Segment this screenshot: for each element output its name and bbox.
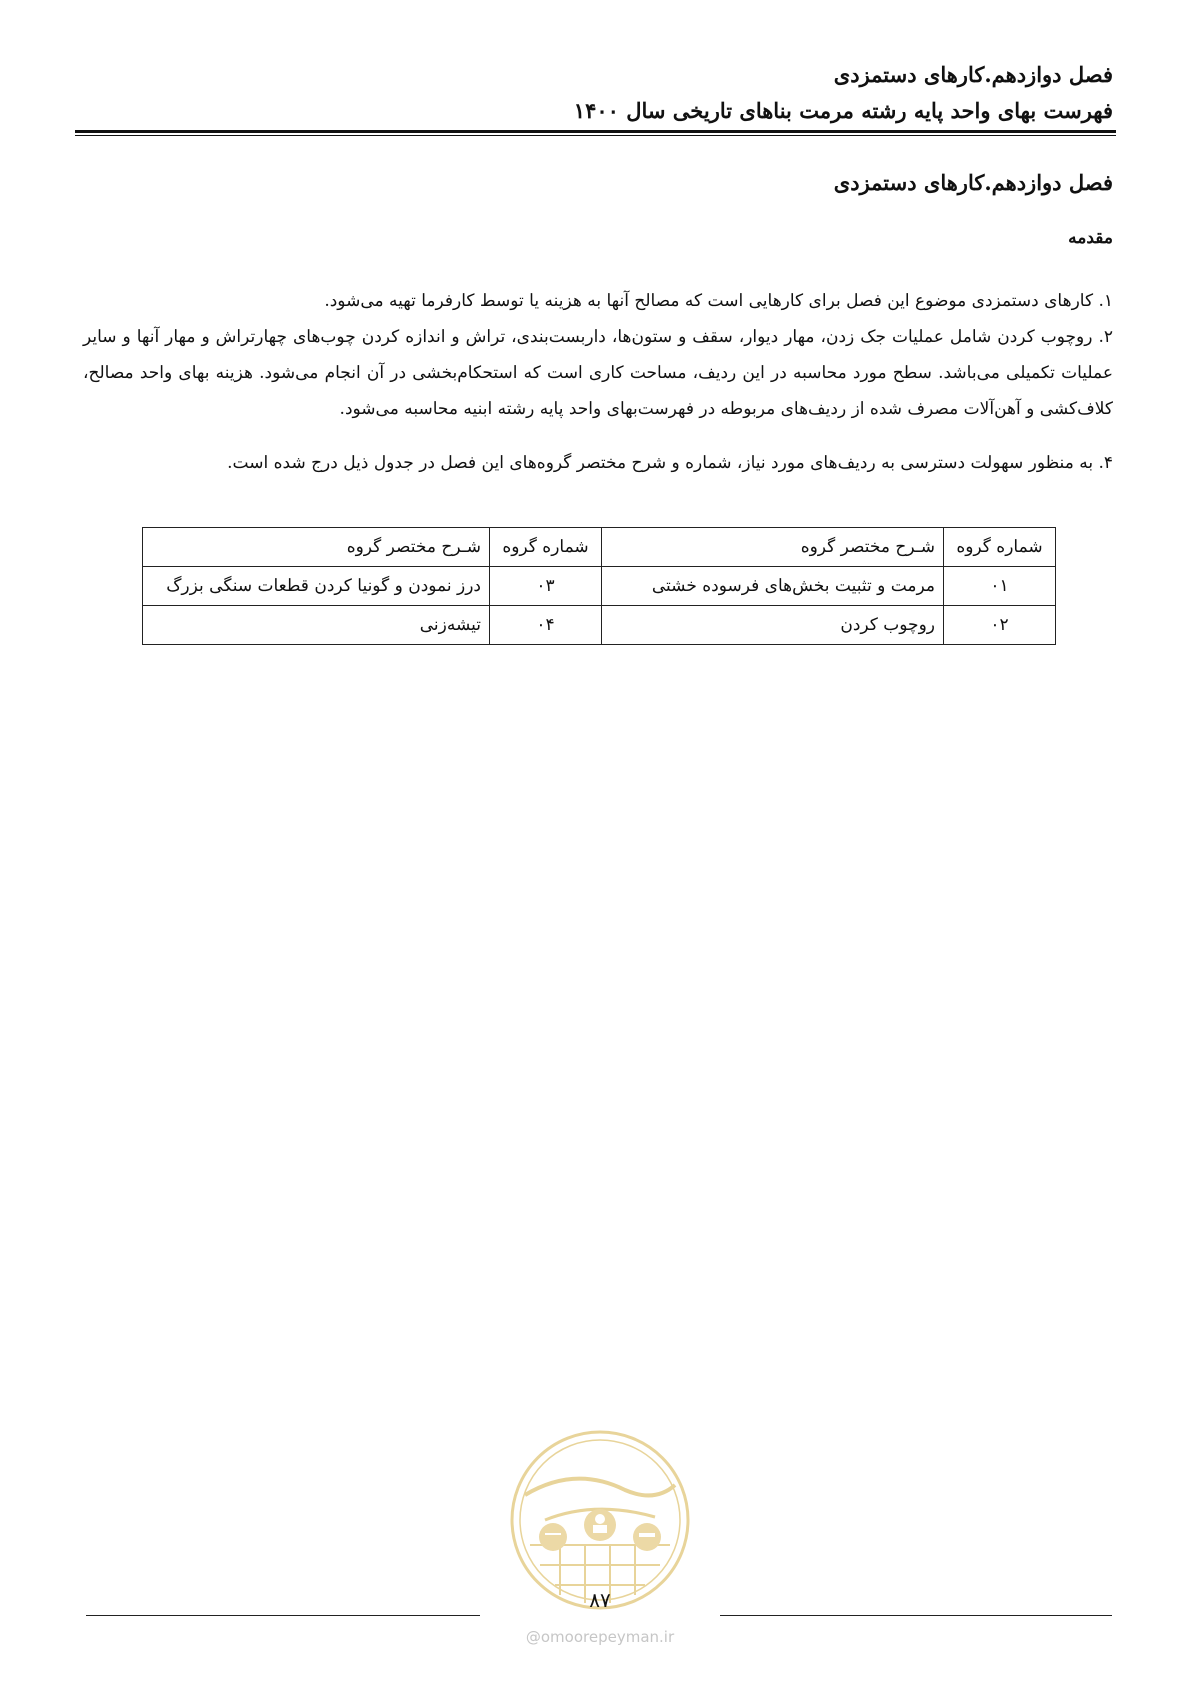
group-description: تیشه‌زنی <box>143 606 490 645</box>
header-group-description: شـرح مختصر گروه <box>602 528 944 567</box>
header-rule-thick <box>75 130 1116 133</box>
running-header-title: فهرست بهای واحد پایه رشته مرمت بناهای تاریخی سال ۱۴۰۰ <box>573 98 1113 123</box>
footer-rule-left <box>86 1615 480 1616</box>
group-description: درز نمودن و گونیا کردن قطعات سنگی بزرگ <box>143 567 490 606</box>
header-group-number: شماره گروه <box>944 528 1056 567</box>
page-number: ۸۷ <box>589 1588 611 1612</box>
paragraph-4: ۴. به منظور سهولت دسترسی به ردیف‌های مورد نیاز، شماره و شرح مختصر گروه‌های این فصل در جدول ذیل درج شده است. <box>227 453 1113 473</box>
chapter-title: فصل دوازدهم.کارهای دستمزدی <box>833 170 1113 195</box>
intro-heading: مقدمه <box>1068 228 1113 248</box>
table-header-row <box>143 528 1056 567</box>
group-number: ۰۳ <box>490 567 602 606</box>
table-row <box>143 606 1056 645</box>
group-number: ۰۲ <box>944 606 1056 645</box>
running-header-chapter: فصل دوازدهم.کارهای دستمزدی <box>833 62 1113 87</box>
paragraph-2: ۲. روچوب کردن شامل عملیات جک زدن، مهار دیوار، سقف و ستون‌ها، داربست‌بندی، تراش و اندازه کردن چوب‌های چهارتراش و مهار آنها و سایر عملیات تکمیلی می‌باشد. سطح مورد محاسبه در این ردیف، مساحت کاری است که استحکام‌بخشی در آن انجام می‌شود. هزینه بهای واحد مصالح، کلاف‌کشی و آهن‌آلات مصرف شده از ردیف‌های مربوطه در فهرست‌بهای واحد پایه رشته ابنیه محاسبه می‌شود. <box>83 327 1113 419</box>
group-number: ۰۱ <box>944 567 1056 606</box>
group-number: ۰۴ <box>490 606 602 645</box>
header-group-description: شـرح مختصر گروه <box>143 528 490 567</box>
watermark-seal-logo <box>505 1425 695 1615</box>
group-description: روچوب کردن <box>602 606 944 645</box>
header-rule-thin <box>75 135 1116 136</box>
website-watermark: @omoorepeyman.ir <box>525 1628 675 1646</box>
group-description: مرمت و تثبیت بخش‌های فرسوده خشتی <box>602 567 944 606</box>
paragraph-1: ۱. کارهای دستمزدی موضوع این فصل برای کارهایی است که مصالح آنها به هزینه یا توسط کارفرما تهیه می‌شود. <box>324 291 1113 311</box>
header-group-number: شماره گروه <box>490 528 602 567</box>
footer-rule-right <box>720 1615 1112 1616</box>
table-row <box>143 567 1056 606</box>
groups-table <box>142 527 1056 645</box>
